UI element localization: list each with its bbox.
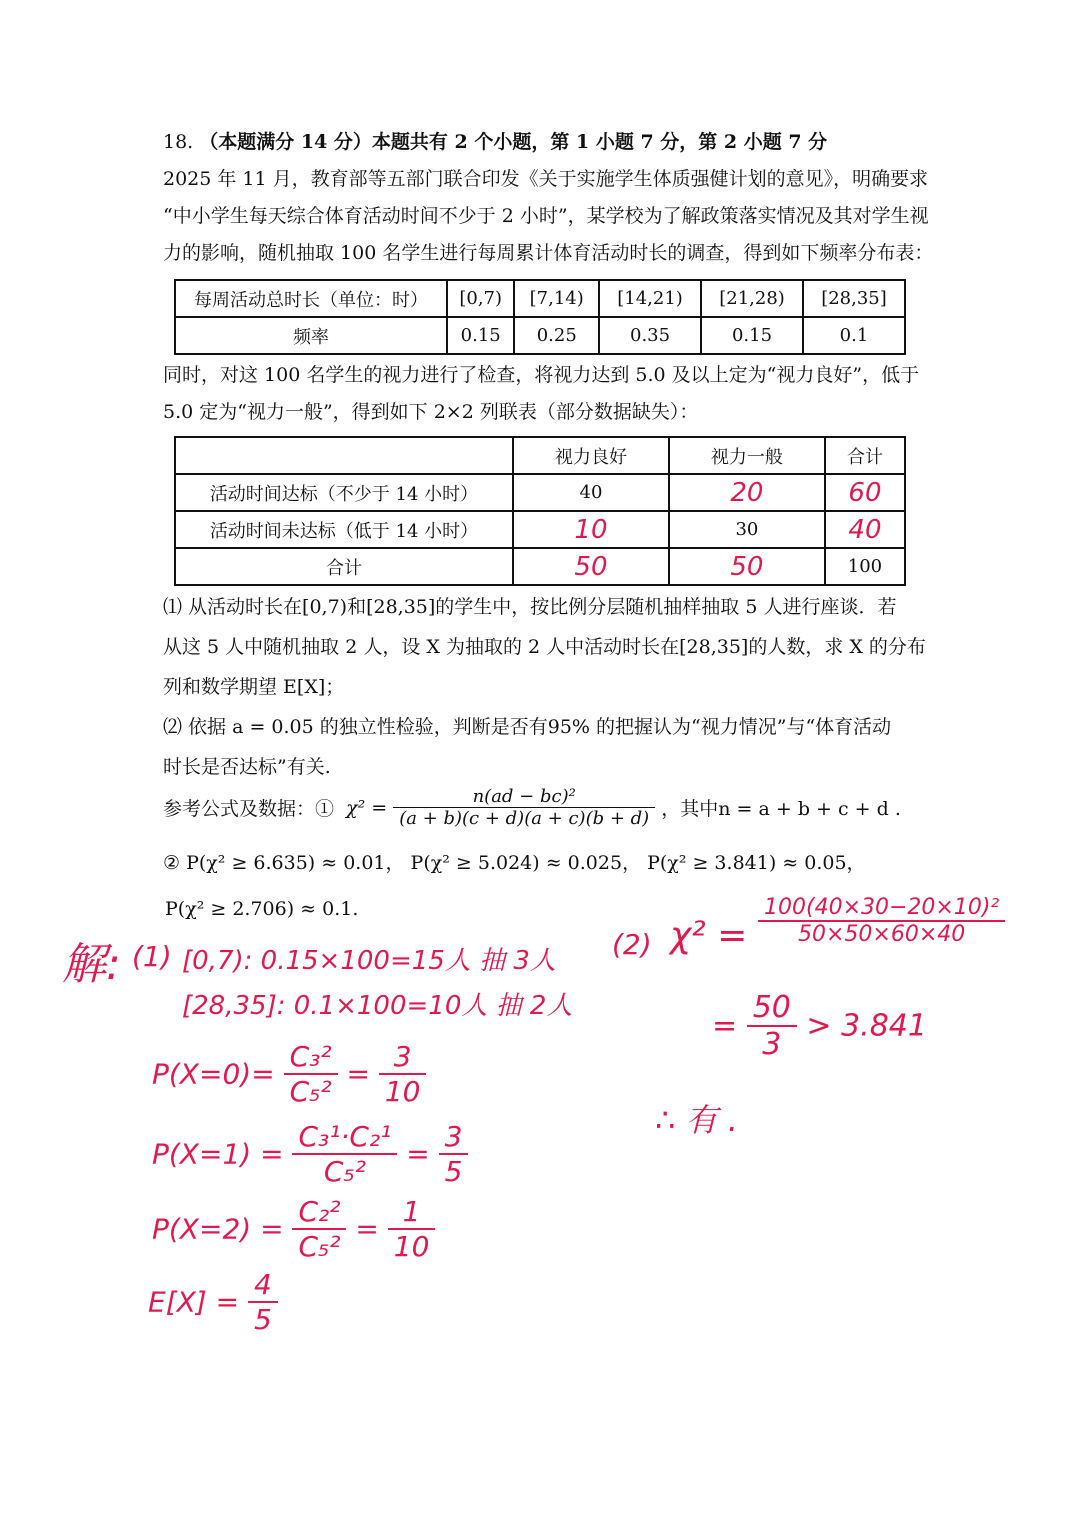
handwritten-p1-lhs: P(X=1) = — [152, 1137, 284, 1171]
handwritten-p2-lhs: P(X=2) = — [152, 1212, 284, 1246]
handwritten-p1 — [152, 1120, 468, 1188]
formula-numerator: n(ad − bc)² — [472, 786, 576, 807]
contingency-row — [175, 511, 905, 548]
reference-line-2: ② P(χ² ≥ 6.635) ≈ 0.01， P(χ² ≥ 5.024) ≈ 0.025， P(χ² ≥ 3.841) ≈ 0.05， — [163, 852, 866, 874]
cell-total: 100 — [825, 548, 905, 585]
cell-good — [513, 548, 669, 585]
handwritten-denominator: 10 — [388, 1228, 436, 1263]
handwritten-expectation — [148, 1268, 278, 1336]
handwritten-part2-label: (2) — [612, 928, 652, 961]
question-scoring: （本题满分 14 分）本题共有 2 个小题，第 1 小题 7 分，第 2 小题 7 分 — [199, 131, 828, 153]
intro-line-1: 2025 年 11 月，教育部等五部门联合印发《关于实施学生体质强健计划的意见》，明确要求 — [163, 168, 929, 190]
handwritten-value: 20 — [730, 477, 764, 508]
interval-cell: [7,14) — [514, 280, 599, 317]
col-header-general: 视力一般 — [669, 437, 825, 474]
q1-line-3: 列和数学期望 E[X]； — [163, 676, 345, 698]
handwritten-equals: = — [712, 1008, 738, 1044]
contingency-table — [174, 436, 906, 586]
formula-tail: ，其中n = a + b + c + d . — [661, 798, 901, 820]
col-header-total: 合计 — [825, 437, 905, 474]
frequency-cell: 0.25 — [514, 317, 599, 354]
interval-cell: [28,35] — [803, 280, 905, 317]
cell-good — [513, 511, 669, 548]
contingency-header-row — [175, 437, 905, 474]
cell-general — [669, 548, 825, 585]
frequency-label: 频率 — [175, 317, 447, 354]
corner-cell — [175, 437, 513, 474]
contingency-row — [175, 474, 905, 511]
handwritten-jie: 解: — [62, 939, 121, 990]
q2-line-2: 时长是否达标”有关. — [163, 756, 331, 778]
handwritten-numerator: 100(40×30−20×10)² — [764, 895, 1000, 920]
handwritten-step2: [28,35]: 0.1×100=10人 抽 2人 — [182, 991, 573, 1021]
handwritten-denominator: 3 — [747, 1025, 797, 1062]
intro-line-3: 力的影响，随机抽取 100 名学生进行每周累计体育活动时长的调查，得到如下频率分布表： — [163, 242, 934, 264]
handwritten-step1: [0,7): 0.15×100=15人 抽 3人 — [182, 946, 556, 976]
frequency-cell: 0.35 — [599, 317, 701, 354]
handwritten-numerator: 1 — [402, 1195, 421, 1228]
handwritten-numerator: 50 — [752, 990, 791, 1025]
handwritten-numerator: C₃¹·C₂¹ — [298, 1120, 392, 1153]
handwritten-denominator: 5 — [248, 1301, 278, 1336]
handwritten-denominator: 50×50×60×40 — [758, 920, 1005, 947]
cell-total — [825, 511, 905, 548]
handwritten-chi-fraction — [758, 895, 1005, 947]
handwritten-p0 — [152, 1040, 426, 1108]
frequency-table-header-row — [175, 280, 905, 317]
handwritten-chi-result — [712, 990, 927, 1062]
chi-square-fraction — [393, 786, 655, 829]
mid-text-line-2: 5.0 定为“视力一般”，得到如下 2×2 列联表（部分数据缺失）： — [163, 401, 699, 423]
chi-square-lhs: χ² = — [346, 796, 388, 819]
handwritten-denominator: C₅² — [284, 1073, 338, 1108]
interval-cell: [14,21) — [599, 280, 701, 317]
handwritten-p0-result — [379, 1040, 427, 1108]
handwritten-p2-fraction — [292, 1195, 346, 1263]
handwritten-value: 60 — [848, 477, 882, 508]
frequency-cell: 0.15 — [447, 317, 514, 354]
q1-line-1: ⑴ 从活动时长在[0,7)和[28,35]的学生中，按比例分层随机抽样抽取 5 人进行座谈．若 — [163, 596, 897, 618]
handwritten-value: 50 — [730, 551, 764, 582]
handwritten-numerator: 3 — [393, 1040, 412, 1073]
handwritten-denominator: 5 — [439, 1153, 469, 1188]
handwritten-denominator: 10 — [379, 1073, 427, 1108]
col-header-good: 视力良好 — [513, 437, 669, 474]
question-number: 18. — [163, 131, 194, 153]
handwritten-ex-lhs: E[X] = — [148, 1285, 240, 1319]
intro-line-2: “中小学生每天综合体育活动时间不少于 2 小时”，某学校为了解政策落实情况及其对学生视 — [163, 205, 929, 227]
frequency-cell: 0.15 — [701, 317, 803, 354]
handwritten-ex-result — [248, 1268, 278, 1336]
handwritten-denominator: C₅² — [292, 1153, 397, 1188]
handwritten-part1-label: (1) — [132, 940, 172, 973]
row-label: 活动时间未达标（低于 14 小时） — [175, 511, 513, 548]
handwritten-p1-fraction — [292, 1120, 397, 1188]
handwritten-comparison: > 3.841 — [806, 1008, 927, 1044]
cell-general — [669, 474, 825, 511]
handwritten-numerator: C₃² — [289, 1040, 332, 1073]
interval-cell: [0,7) — [447, 280, 514, 317]
handwritten-p0-fraction — [284, 1040, 338, 1108]
handwritten-p0-lhs: P(X=0)= — [152, 1057, 275, 1091]
handwritten-equals: = — [406, 1137, 430, 1171]
handwritten-p1-result — [439, 1120, 469, 1188]
question-header — [163, 128, 827, 156]
frequency-table — [174, 279, 906, 355]
handwritten-conclusion: ∴ 有 . — [655, 1101, 738, 1139]
handwritten-equals: = — [346, 1057, 370, 1091]
handwritten-chi-frac — [758, 895, 1005, 947]
handwritten-p2-result — [388, 1195, 436, 1263]
handwritten-numerator: 4 — [254, 1268, 272, 1301]
handwritten-result-fraction — [747, 990, 797, 1062]
row-label: 活动时间达标（不少于 14 小时） — [175, 474, 513, 511]
handwritten-p2 — [152, 1195, 435, 1263]
handwritten-numerator: C₂² — [298, 1195, 341, 1228]
handwritten-value: 40 — [848, 514, 882, 545]
cell-total — [825, 474, 905, 511]
handwritten-equals: = — [355, 1212, 379, 1246]
handwritten-chi-lhs: χ² = — [670, 915, 748, 956]
frequency-table-value-row — [175, 317, 905, 354]
mid-text-line-1: 同时，对这 100 名学生的视力进行了检查，将视力达到 5.0 及以上定为“视力良好”，低于 — [163, 364, 920, 386]
reference-line-3: P(χ² ≥ 2.706) ≈ 0.1. — [165, 898, 359, 920]
duration-header: 每周活动总时长（单位：时） — [175, 280, 447, 317]
q1-line-2: 从这 5 人中随机抽取 2 人，设 X 为抽取的 2 人中活动时长在[28,35]的人数，求 X 的分布 — [163, 636, 926, 658]
cell-good: 40 — [513, 474, 669, 511]
interval-cell: [21,28) — [701, 280, 803, 317]
handwritten-denominator: C₅² — [292, 1228, 346, 1263]
q2-line-1: ⑵ 依据 a = 0.05 的独立性检验，判断是否有95% 的把握认为“视力情况”与“体育活动 — [163, 716, 892, 738]
contingency-total-row — [175, 548, 905, 585]
reference-formula — [163, 786, 901, 829]
reference-label: 参考公式及数据：① — [163, 798, 335, 820]
handwritten-value: 50 — [574, 551, 608, 582]
cell-general: 30 — [669, 511, 825, 548]
handwritten-value: 10 — [574, 514, 608, 545]
handwritten-numerator: 3 — [444, 1120, 463, 1153]
frequency-cell: 0.1 — [803, 317, 905, 354]
row-label: 合计 — [175, 548, 513, 585]
formula-denominator: (a + b)(c + d)(a + c)(b + d) — [393, 807, 655, 829]
